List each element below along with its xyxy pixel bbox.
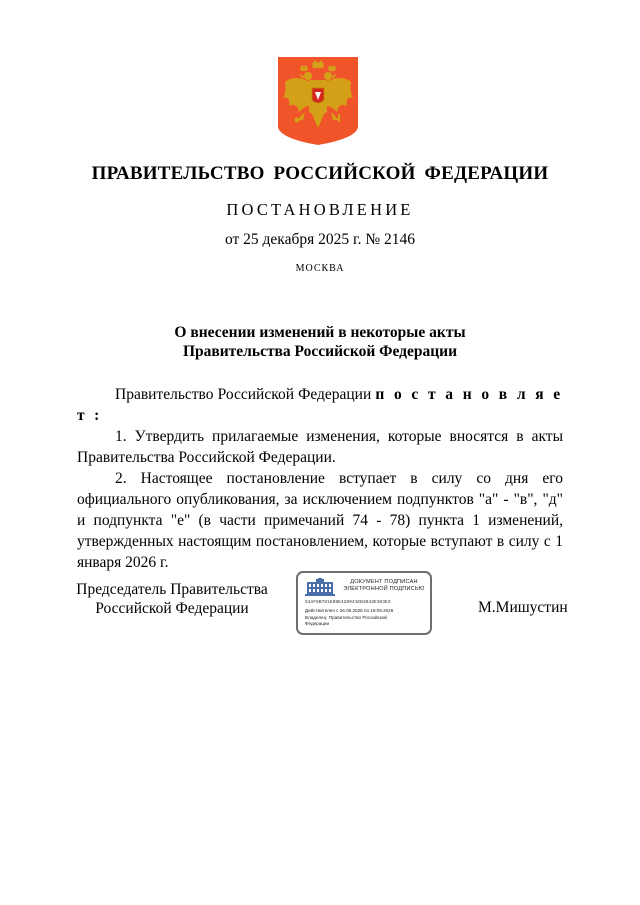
document-date-number: от 25 декабря 2025 г. № 2146 xyxy=(224,231,416,248)
electronic-signature-stamp xyxy=(296,571,432,635)
intro-prefix: Правительство Российской Федерации xyxy=(115,386,376,403)
document-city: МОСКВА xyxy=(295,263,345,274)
intro-paragraph xyxy=(77,384,563,426)
stamp-owner-line-2: Федерации xyxy=(305,621,330,626)
stamp-validity: Действителен с 26.06.2025 по 19.09.2026 xyxy=(305,608,394,613)
item-2-paragraph: 2. Настоящее постановление вступает в силу со дня его официального опубликования, за исключением подпунктов "а" - "в", "д" и подпункта "е" (в части примечаний 74 - 78) пункта 1 изменений, утвержденных настоящим постановлением, которые вступают в силу с 1 января 2026 г. xyxy=(77,470,563,571)
coat-of-arms-emblem xyxy=(277,56,359,146)
signer-position-line-2: Российской Федерации xyxy=(95,600,249,617)
stamp-heading-line-2: ЭЛЕКТРОННОЙ ПОДПИСЬЮ xyxy=(343,586,425,592)
subject-line-2: Правительства Российской Федерации xyxy=(182,343,458,360)
stamp-heading-line-1: ДОКУМЕНТ ПОДПИСАН xyxy=(350,579,418,585)
signer-position xyxy=(72,580,272,618)
subject-line-1: О внесении изменений в некоторые акты xyxy=(174,324,466,341)
document-subject xyxy=(0,323,640,361)
signer-name: М.Мишустин xyxy=(478,599,568,616)
government-building-icon xyxy=(305,578,335,596)
stamp-certificate-number: 51AF6B781E09E420041EB3043E303E3 xyxy=(305,600,391,605)
decree-word: п о с т а н о в л я е т : xyxy=(77,386,563,424)
stamp-heading xyxy=(338,579,430,593)
stamp-owner-line-1: Владелец: Правительство Российской xyxy=(305,615,387,620)
government-title: ПРАВИТЕЛЬСТВО РОССИЙСКОЙ ФЕДЕРАЦИИ xyxy=(91,163,549,184)
document-body xyxy=(77,384,563,573)
signer-position-line-1: Председатель Правительства xyxy=(76,581,268,598)
item-1-paragraph: 1. Утвердить прилагаемые изменения, которые вносятся в акты Правительства Российской Федерации. xyxy=(77,428,563,466)
document-type: ПОСТАНОВЛЕНИЕ xyxy=(226,200,414,219)
